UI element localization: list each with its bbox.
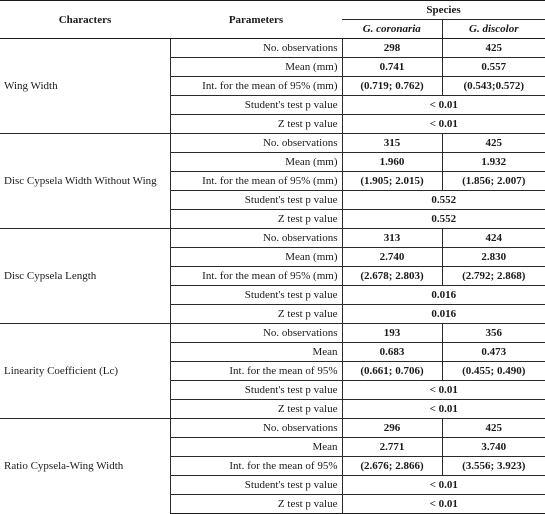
value-discolor: 425: [442, 419, 545, 438]
value-discolor: 3.740: [442, 438, 545, 457]
value-discolor: 0.473: [442, 343, 545, 362]
table-row: [0, 39, 545, 58]
character-label: Wing Width: [4, 80, 58, 92]
value-discolor: 356: [442, 324, 545, 343]
parameter-label: Mean (mm): [170, 153, 342, 172]
value-discolor: 425: [442, 134, 545, 153]
value-coronaria: (1.905; 2.015): [342, 172, 442, 191]
value-discolor: 1.932: [442, 153, 545, 172]
value-discolor: 2.830: [442, 248, 545, 267]
parameter-label: No. observations: [170, 229, 342, 248]
table-row: [0, 324, 545, 343]
character-label: Ratio Cypsela-Wing Width: [0, 419, 170, 514]
parameter-label: Int. for the mean of 95%: [170, 457, 342, 476]
table-body: [0, 39, 545, 514]
parameter-label: Mean: [170, 438, 342, 457]
header-species-coronaria: G. coronaria: [342, 20, 442, 39]
value-coronaria: 2.740: [342, 248, 442, 267]
value-discolor: 425: [442, 39, 545, 58]
value-coronaria: 2.771: [342, 438, 442, 457]
p-value: < 0.01: [342, 476, 545, 495]
parameter-label: No. observations: [170, 134, 342, 153]
character-label: Disc Cypsela Length: [0, 229, 170, 324]
value-coronaria: (2.676; 2.866): [342, 457, 442, 476]
value-coronaria: 0.741: [342, 58, 442, 77]
parameter-label: Student's test p value: [170, 191, 342, 210]
p-value: 0.552: [342, 210, 545, 229]
header-species: Species: [342, 1, 545, 20]
value-discolor: 424: [442, 229, 545, 248]
parameter-label: Z test p value: [170, 210, 342, 229]
parameter-label: Student's test p value: [170, 476, 342, 495]
parameter-label: Z test p value: [170, 495, 342, 514]
value-coronaria: 0.683: [342, 343, 442, 362]
parameter-label: Student's test p value: [170, 381, 342, 400]
character-label: Disc Cypsela Width Without Wing: [0, 134, 170, 229]
parameter-label: Mean: [170, 343, 342, 362]
p-value: < 0.01: [342, 381, 545, 400]
parameter-label: No. observations: [170, 419, 342, 438]
parameter-label: Z test p value: [170, 400, 342, 419]
parameter-label: Z test p value: [170, 115, 342, 134]
table-row: [0, 134, 545, 153]
p-value: < 0.01: [342, 495, 545, 514]
p-value: 0.016: [342, 286, 545, 305]
value-coronaria: 313: [342, 229, 442, 248]
parameter-label: Student's test p value: [170, 96, 342, 115]
p-value: < 0.01: [342, 400, 545, 419]
value-discolor: (0.543;0.572): [442, 77, 545, 96]
header-characters: Characters: [0, 1, 170, 39]
character-label: Linearity Coefficient (Lc): [0, 324, 170, 419]
value-coronaria: (0.661; 0.706): [342, 362, 442, 381]
parameter-label: Mean (mm): [170, 248, 342, 267]
value-discolor: (0.455; 0.490): [442, 362, 545, 381]
value-coronaria: 296: [342, 419, 442, 438]
parameter-label: Int. for the mean of 95% (mm): [170, 172, 342, 191]
value-coronaria: 298: [342, 39, 442, 58]
value-coronaria: (2.678; 2.803): [342, 267, 442, 286]
parameter-label: Int. for the mean of 95% (mm): [170, 77, 342, 96]
parameter-label: Z test p value: [170, 305, 342, 324]
p-value: 0.552: [342, 191, 545, 210]
value-discolor: 0.557: [442, 58, 545, 77]
parameter-label: Int. for the mean of 95% (mm): [170, 267, 342, 286]
parameter-label: No. observations: [170, 39, 342, 58]
parameter-label: Int. for the mean of 95%: [170, 362, 342, 381]
p-value: < 0.01: [342, 115, 545, 134]
value-discolor: (3.556; 3.923): [442, 457, 545, 476]
header-species-discolor: G. discolor: [442, 20, 545, 39]
value-coronaria: (0.719; 0.762): [342, 77, 442, 96]
header-parameters: Parameters: [170, 1, 342, 39]
parameter-label: Mean (mm): [170, 58, 342, 77]
parameter-label: No. observations: [170, 324, 342, 343]
table-row: [0, 229, 545, 248]
value-discolor: (2.792; 2.868): [442, 267, 545, 286]
table-row: [0, 419, 545, 438]
value-coronaria: 1.960: [342, 153, 442, 172]
p-value: < 0.01: [342, 96, 545, 115]
value-coronaria: 315: [342, 134, 442, 153]
value-discolor: (1.856; 2.007): [442, 172, 545, 191]
p-value: 0.016: [342, 305, 545, 324]
parameter-label: Student's test p value: [170, 286, 342, 305]
value-coronaria: 193: [342, 324, 442, 343]
